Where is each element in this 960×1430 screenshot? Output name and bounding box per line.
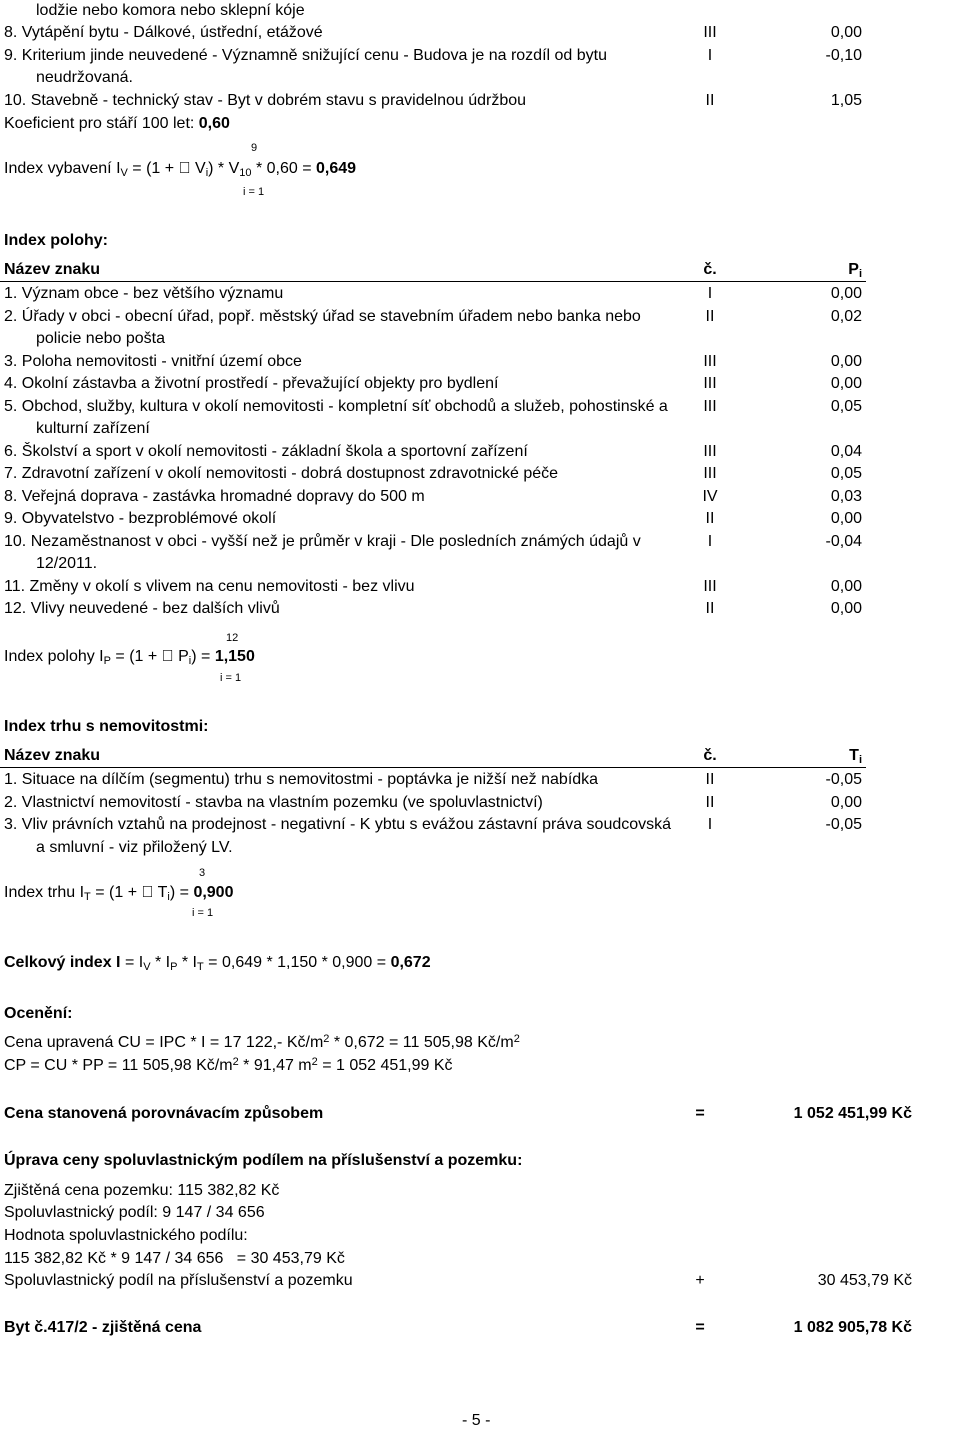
- class-value: II: [705, 92, 715, 109]
- formula-label: Index vybavení I: [4, 160, 121, 177]
- formula-sub: i: [167, 891, 170, 903]
- table-row: [0, 508, 960, 530]
- sum-symbol:  : [141, 884, 154, 901]
- row-text: 11. Změny v okolí s vlivem na cenu nemovitosti - bez vlivu: [4, 577, 415, 595]
- row-text: 5. Obchod, služby, kultura v okolí nemovitosti - kompletní síť obchodů a služeb, pohostinské a: [4, 397, 668, 415]
- formula-result: 0,649: [316, 160, 357, 177]
- row-value: 0,02: [830, 307, 862, 325]
- row-value: 0,00: [830, 510, 862, 527]
- adjustment-line-2: [0, 1202, 960, 1224]
- comparative-price-label: Cena stanovená porovnávacím způsobem: [4, 1105, 324, 1122]
- row-class: III: [703, 375, 717, 392]
- table-row: [0, 373, 960, 395]
- age-value: 0,60: [198, 115, 230, 132]
- row-value: 0,05: [830, 397, 862, 415]
- coef-value: -0,10: [825, 47, 862, 64]
- table-row: [0, 814, 960, 836]
- market-table-header: [0, 745, 960, 767]
- row-text: 9. Obyvatelstvo - bezproblémové okolí: [4, 510, 277, 527]
- share-amount: 30 453,79 Kč: [817, 1272, 912, 1289]
- row-value: 0,03: [830, 487, 862, 505]
- row-value: 0,04: [830, 442, 862, 460]
- row-text: 6. Školství a sport v okolí nemovitosti - základní škola a sportovní zařízení: [4, 442, 528, 460]
- line-text: 115 382,82 Kč * 9 147 / 34 656 = 30 453,79 Kč: [4, 1250, 345, 1267]
- superscript: 2: [323, 1033, 330, 1045]
- sum-upper-limit: 12: [226, 632, 239, 644]
- row-text: 2. Vlastnictví nemovitostí - stavba na vlastním pozemku (ve spoluvlastnictví): [4, 793, 543, 811]
- market-index-title: Index trhu s nemovitostmi:: [4, 718, 209, 735]
- row-text-continuation: a smluvní - viz přiložený LV.: [36, 838, 233, 856]
- row-text-continuation: kulturní zařízení: [36, 420, 150, 437]
- coef-value: 1,05: [830, 92, 862, 109]
- comparative-price-amount: 1 052 451,99 Kč: [793, 1105, 912, 1122]
- adjustment-line-1: [0, 1180, 960, 1202]
- sum-lower-limit: i = 1: [220, 672, 242, 684]
- formula-result: 0,900: [193, 884, 234, 901]
- line-text: 8. Vytápění bytu - Dálkové, ústřední, etážové: [4, 24, 323, 41]
- formula-part: = (1 +: [90, 884, 142, 901]
- table-row: [0, 486, 960, 508]
- formula-part: = I: [120, 954, 144, 971]
- row-text: 1. Význam obce - bez většího významu: [4, 285, 284, 302]
- top-line-3-cont: [0, 67, 960, 89]
- equals-sign: =: [695, 1319, 705, 1336]
- col-t-header: $T_i$: [849, 747, 862, 766]
- table-row-continuation: [0, 837, 960, 859]
- comparative-price-row: [0, 1103, 960, 1125]
- sum-lower-limit: i = 1: [192, 907, 214, 919]
- top-line-4: [0, 90, 960, 112]
- row-class: I: [707, 285, 713, 302]
- table-row: [0, 463, 960, 485]
- row-class: III: [703, 442, 717, 460]
- location-index-title: Index polohy:: [4, 232, 108, 249]
- formula-sub: i: [188, 655, 192, 667]
- top-line-1: [0, 0, 960, 22]
- row-text: 3. Poloha nemovitosti - vnitřní území obce: [4, 352, 302, 370]
- row-class: II: [705, 771, 715, 788]
- row-value: 0,00: [830, 600, 862, 617]
- formula-result: 1,150: [214, 648, 255, 665]
- sum-upper-limit: 9: [251, 142, 258, 154]
- formula-sub: P: [103, 655, 111, 667]
- col-p-header: $P_i$: [848, 261, 862, 280]
- row-class: I: [707, 816, 713, 833]
- total-index-result: 0,672: [390, 954, 431, 971]
- valuation-line-2: [4, 1056, 453, 1075]
- total-index-formula: [4, 954, 431, 973]
- row-class: IV: [702, 487, 718, 505]
- row-value: -0,05: [825, 771, 862, 788]
- total-index-label: Celkový index I: [4, 954, 121, 971]
- formula-sub: V: [120, 167, 128, 179]
- row-text: 2. Úřady v obci - obecní úřad, popř. městský úřad se stavebním úřadem nebo banka nebo: [4, 307, 641, 325]
- header-divider: [0, 767, 866, 768]
- line-text: neudržovaná.: [36, 69, 133, 86]
- formula-part: = (1 +: [127, 160, 179, 177]
- age-label: Koeficient pro stáří 100 let:: [4, 115, 199, 132]
- col-c-header: č.: [703, 747, 717, 764]
- line-text: 10. Stavebně - technický stav - Byt v dobrém stavu s pravidelnou údržbou: [4, 92, 527, 109]
- table-row: [0, 351, 960, 373]
- row-class: I: [707, 532, 713, 550]
- row-value: 0,00: [830, 793, 862, 811]
- formula-sub: i: [205, 167, 209, 179]
- row-value: 0,05: [830, 465, 862, 482]
- adjustment-title: Úprava ceny spoluvlastnickým podílem na příslušenství a pozemku:: [4, 1152, 523, 1169]
- table-row: [0, 283, 960, 305]
- formula-part: * I: [177, 954, 197, 971]
- row-text: 1. Situace na dílčím (segmentu) trhu s nemovitostmi - poptávka je nižší než nabídka: [4, 771, 599, 788]
- line-text: 9. Kriterium jinde neuvedené - Významně snižující cenu - Budova je na rozdíl od bytu: [4, 47, 607, 64]
- adjustment-line-5: [0, 1270, 960, 1292]
- formula-part: ) =: [169, 884, 194, 901]
- formula-sub: T: [84, 891, 91, 903]
- formula-label: Index polohy I: [4, 648, 104, 665]
- sum-lower-limit: i = 1: [243, 186, 265, 198]
- equipment-index-formula: [4, 160, 356, 179]
- table-row: [0, 441, 960, 463]
- superscript: 2: [513, 1033, 520, 1045]
- row-class: II: [705, 600, 715, 617]
- coef-value: 0,00: [830, 24, 862, 41]
- sum-symbol:  : [161, 648, 174, 665]
- table-row: [0, 792, 960, 814]
- table-row: [0, 769, 960, 791]
- table-row-continuation: [0, 553, 960, 575]
- row-class: III: [703, 577, 717, 595]
- row-class: III: [703, 397, 717, 415]
- row-value: 0,00: [830, 352, 862, 370]
- row-value: -0,04: [825, 532, 862, 550]
- row-text: 3. Vliv právních vztahů na prodejnost - negativní - K ybtu s evážou zástavní práva soudcovská: [4, 816, 672, 833]
- superscript: 2: [311, 1056, 318, 1068]
- formula-part: * I: [150, 954, 171, 971]
- row-class: III: [703, 465, 717, 482]
- row-class: II: [705, 307, 715, 325]
- formula-sub: P: [170, 961, 178, 973]
- formula-sub: 10: [239, 167, 252, 179]
- valuation-title: Ocenění:: [4, 1005, 73, 1022]
- location-index-formula: [4, 648, 255, 667]
- row-value: 0,00: [830, 375, 862, 392]
- header-divider: [0, 281, 866, 282]
- location-table-header: [0, 259, 960, 281]
- table-row: [0, 598, 960, 620]
- final-price-amount: 1 082 905,78 Kč: [793, 1319, 912, 1336]
- line-part: CP = CU * PP = 11 505,98 Kč/m: [4, 1057, 233, 1074]
- row-text: 12. Vlivy neuvedené - bez dalších vlivů: [4, 600, 280, 617]
- col-name-header: Název znaku: [4, 747, 101, 764]
- line-text: Hodnota spoluvlastnického podílu:: [4, 1227, 248, 1244]
- table-row: [0, 306, 960, 328]
- row-value: 0,00: [830, 285, 862, 302]
- top-line-2: [0, 22, 960, 44]
- col-c-header: č.: [703, 261, 717, 278]
- formula-part: ) =: [191, 648, 215, 665]
- formula-part: T: [153, 884, 168, 901]
- formula-part: = 0,649 * 1,150 * 0,900 =: [203, 954, 391, 971]
- row-class: III: [703, 352, 717, 370]
- formula-part: * 0,60 =: [251, 160, 317, 177]
- row-text: 10. Nezaměstnanost v obci - vyšší než je průměr v kraji - Dle posledních známých údajů v: [4, 532, 641, 550]
- class-value: I: [707, 47, 713, 64]
- row-class: II: [705, 510, 715, 527]
- table-row: [0, 576, 960, 598]
- page-number: - 5 -: [462, 1412, 491, 1429]
- row-text-continuation: policie nebo pošta: [36, 330, 165, 347]
- line-part: * 0,672 = 11 505,98 Kč/m: [329, 1034, 514, 1051]
- row-text: 4. Okolní zástavba a životní prostředí - převažující objekty pro bydlení: [4, 375, 499, 392]
- formula-part: ) * V: [208, 160, 240, 177]
- line-text: Zjištěná cena pozemku: 115 382,82 Kč: [4, 1182, 280, 1199]
- equals-sign: =: [695, 1105, 705, 1122]
- table-row: [0, 396, 960, 418]
- row-value: 0,00: [830, 577, 862, 595]
- table-row-continuation: [0, 328, 960, 350]
- top-line-3: [0, 45, 960, 67]
- formula-part: = (1 +: [110, 648, 162, 665]
- row-text: 8. Veřejná doprava - zastávka hromadné dopravy do 500 m: [4, 487, 425, 505]
- line-text: Spoluvlastnický podíl: 9 147 / 34 656: [4, 1204, 265, 1221]
- line-part: * 91,47 m: [238, 1057, 312, 1074]
- adjustment-line-4: [0, 1248, 960, 1270]
- formula-part: P: [173, 648, 189, 665]
- final-price-label: Byt č.417/2 - zjištěná cena: [4, 1319, 202, 1336]
- sum-upper-limit: 3: [199, 867, 206, 879]
- col-name-header: Název znaku: [4, 261, 101, 278]
- final-price-row: [0, 1317, 960, 1339]
- superscript: 2: [232, 1056, 239, 1068]
- valuation-line-1: [4, 1033, 520, 1052]
- row-text: 7. Zdravotní zařízení v okolí nemovitosti - dobrá dostupnost zdravotnické péče: [4, 465, 559, 482]
- formula-sub: T: [197, 961, 204, 973]
- formula-sub: V: [143, 961, 151, 973]
- line-part: = 1 052 451,99 Kč: [317, 1057, 453, 1074]
- row-value: -0,05: [825, 816, 862, 833]
- plus-sign: +: [695, 1272, 705, 1289]
- line-text: lodžie nebo komora nebo sklepní kóje: [36, 2, 305, 19]
- sum-symbol:  : [178, 160, 191, 177]
- formula-label: Index trhu I: [4, 884, 85, 901]
- class-value: III: [703, 24, 717, 41]
- table-row: [0, 531, 960, 553]
- row-text-continuation: 12/2011.: [36, 555, 98, 572]
- adjustment-line-3: [0, 1225, 960, 1247]
- market-index-formula: [4, 884, 233, 903]
- line-text: Spoluvlastnický podíl na příslušenství a pozemku: [4, 1272, 353, 1289]
- row-class: II: [705, 793, 715, 811]
- line-part: Cena upravená CU = IPC * I = 17 122,- Kč/m: [4, 1034, 324, 1051]
- table-row-continuation: [0, 418, 960, 440]
- formula-part: V: [190, 160, 206, 177]
- age-coefficient: [0, 113, 960, 135]
